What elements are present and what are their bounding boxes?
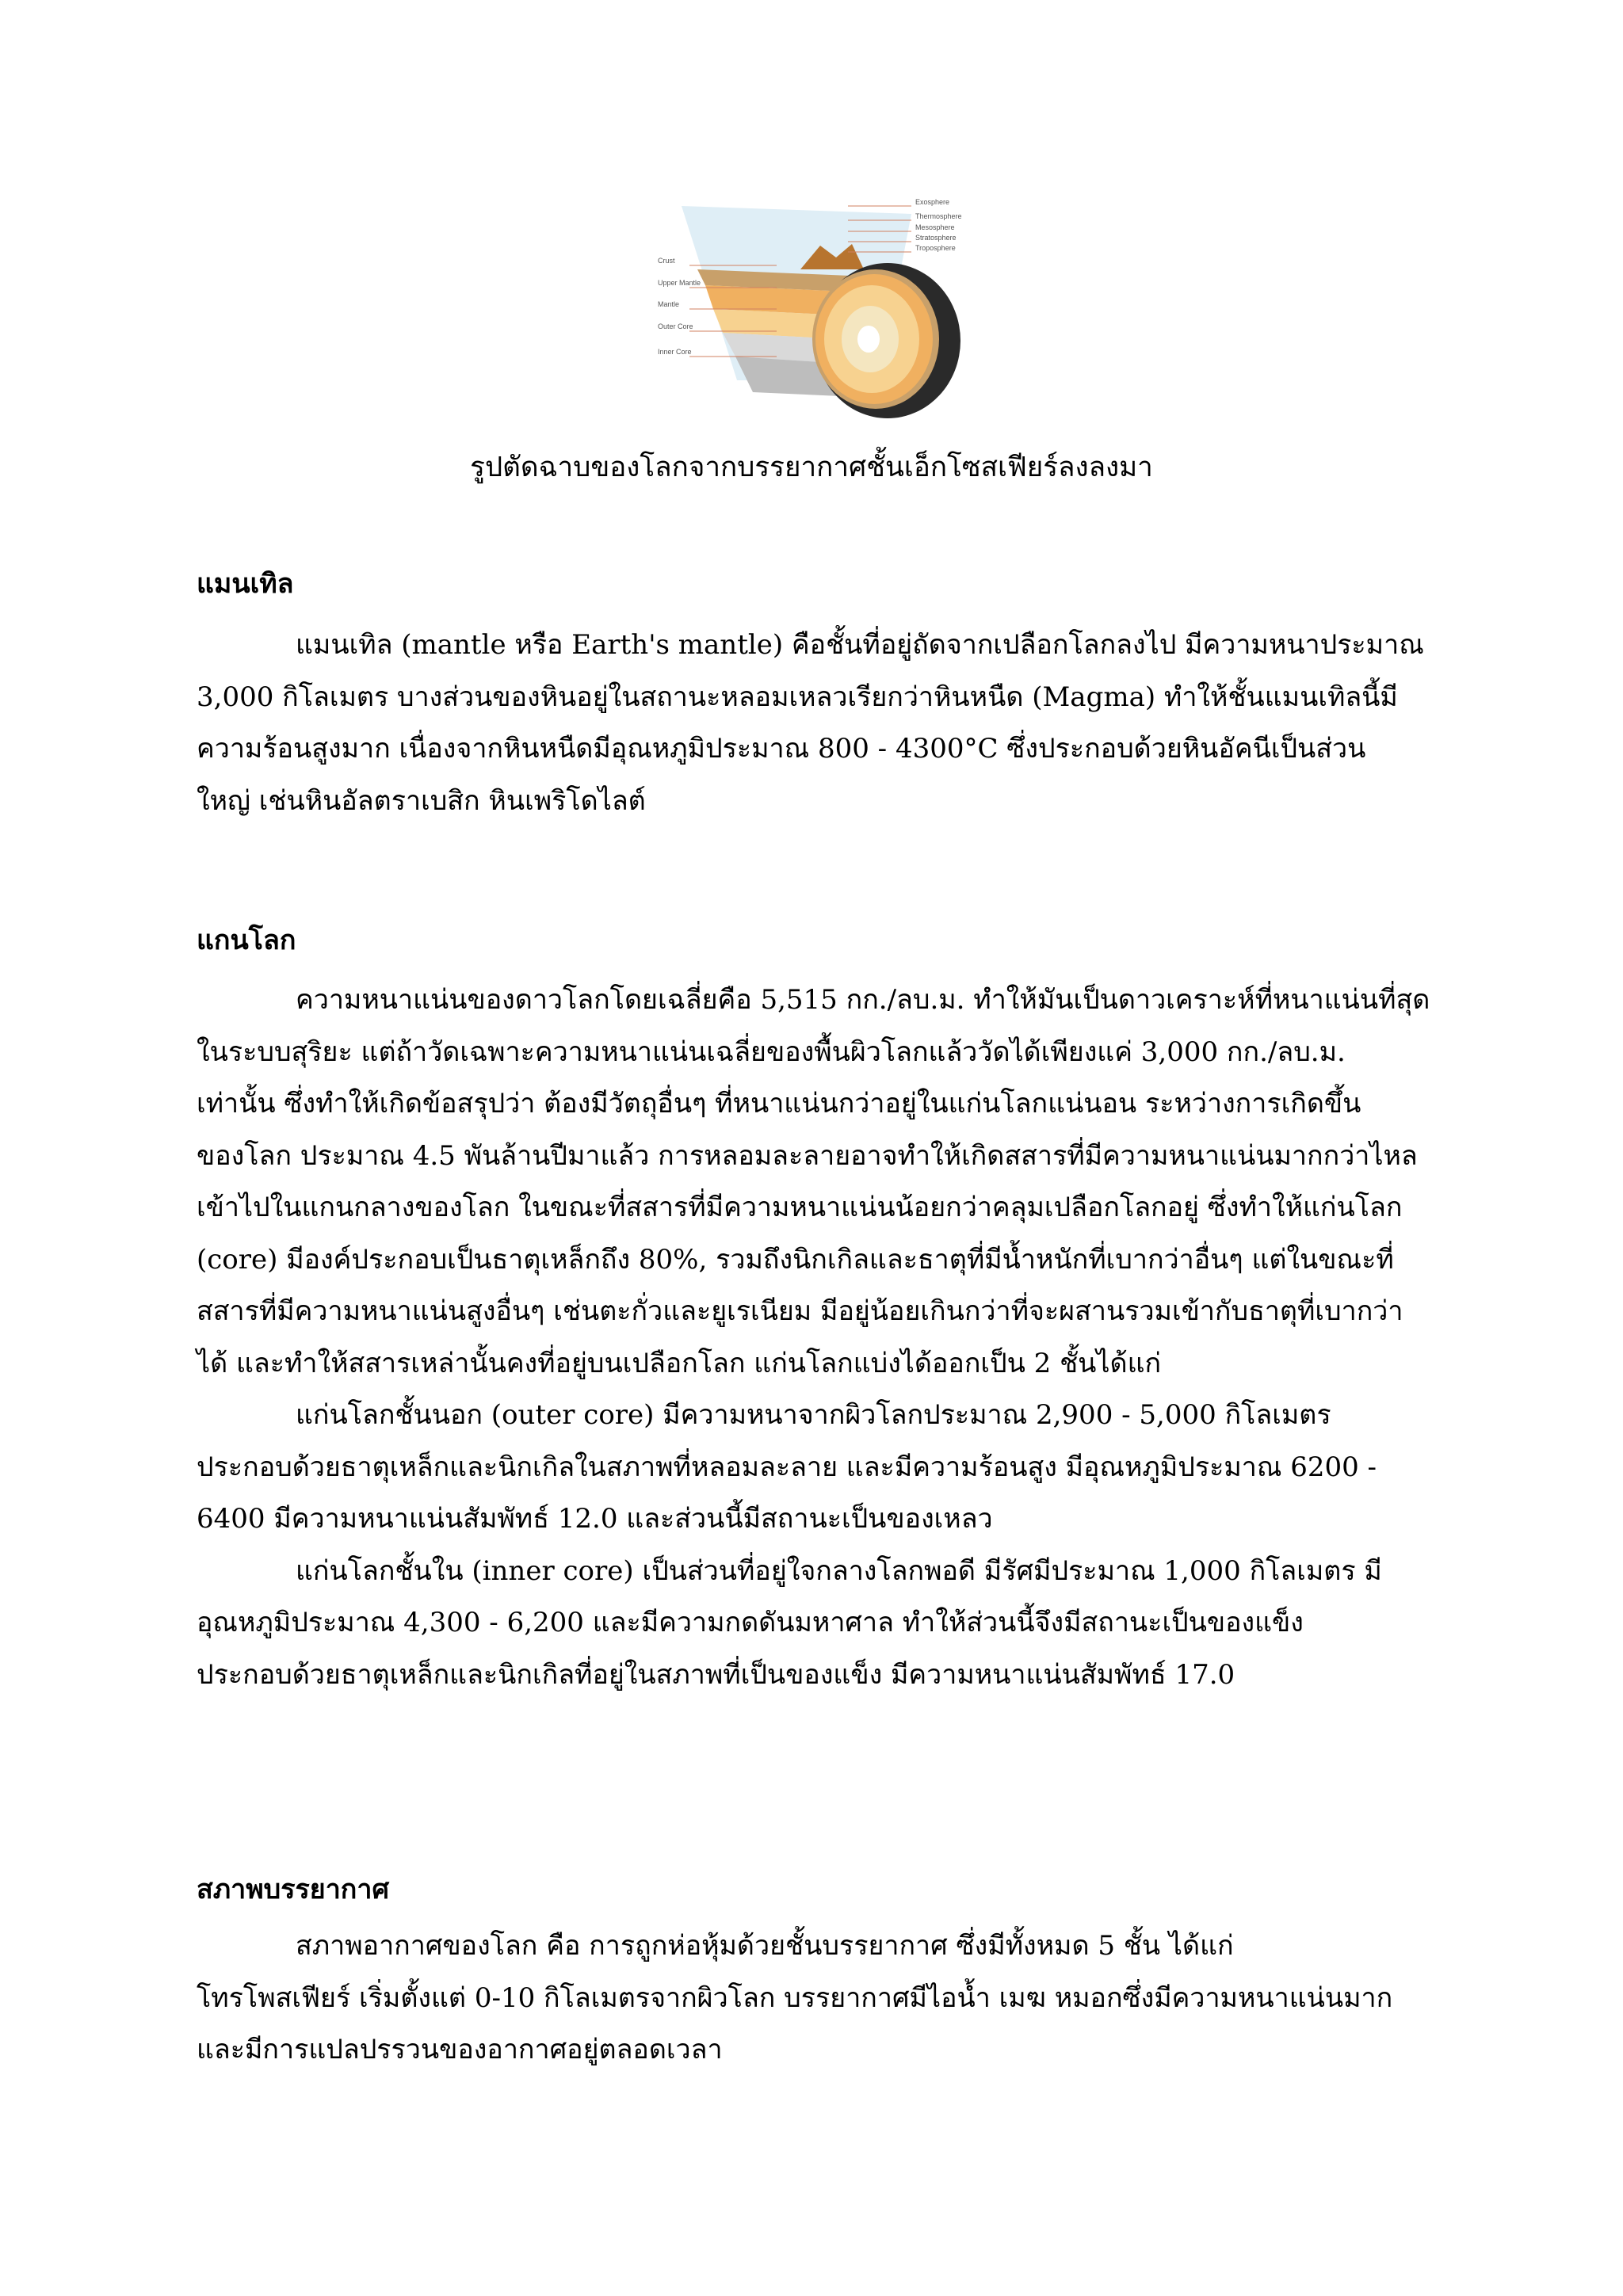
figure-caption: รูปตัดฉาบของโลกจากบรรยากาศชั้นเอ็กโซสเฟียร์ลงลงมา: [470, 452, 1153, 483]
paragraph: [197, 1390, 1433, 1546]
text-line: สสารที่มีความหนาแน่นสูงอื่นๆ เช่นตะกั่วและยูเรเนียม มีอยู่น้อยเกินกว่าที่จะผสานรวมเข้ากับธาตุที่เบากว่า: [197, 1295, 1403, 1327]
text-line: ได้ และทำให้สสารเหล่านั้นคงที่อยู่บนเปลือกโลก แก่นโลกแบ่งได้ออกเป็น 2 ชั้นได้แก่: [197, 1347, 1162, 1379]
section-heading: แมนเทิล: [197, 568, 294, 600]
earth-cross-section-figure: [650, 190, 983, 420]
figure-label-left-1: Upper Mantle: [658, 279, 701, 287]
text-line: (core) มีองค์ประกอบเป็นธาตุเหล็กถึง 80%, รวมถึงนิกเกิลและธาตุที่มีน้ำหนักที่เบากว่าอื่นๆ แต่ในขณะที่: [197, 1243, 1394, 1276]
paragraph: [197, 1920, 1433, 2077]
text-line: เท่านั้น ซึ่งทำให้เกิดข้อสรุปว่า ต้องมีวัตถุอื่นๆ ที่หนาแน่นกว่าอยู่ในแก่นโลกแน่นอน ระหว่างการเกิดขึ้น: [197, 1088, 1361, 1119]
text-line: ของโลก ประมาณ 4.5 พันล้านปีมาแล้ว การหลอมละลายอาจทำให้เกิดสสารที่มีความหนาแน่นมากกว่าไหล: [197, 1139, 1418, 1172]
text-line: แก่นโลกชั้นนอก (outer core) มีความหนาจากผิวโลกประมาณ 2,900 - 5,000 กิโลเมตร: [296, 1399, 1331, 1431]
text-line: สภาพอากาศของโลก คือ การถูกห่อหุ้มด้วยชั้นบรรยากาศ ซึ่งมีทั้งหมด 5 ชั้น ได้แก่: [296, 1930, 1234, 1962]
text-line: ประกอบด้วยธาตุเหล็กและนิกเกิลในสภาพที่หลอมละลาย และมีความร้อนสูง มีอุณหภูมิประมาณ 6200 -: [197, 1451, 1377, 1483]
figure-label-top-0: Exosphere: [915, 198, 950, 206]
section-heading: สภาพบรรยากาศ: [197, 1874, 390, 1905]
figure-label-left-0: Crust: [658, 257, 675, 265]
figure-label-left-3: Outer Core: [658, 322, 693, 330]
figure-label-left-4: Inner Core: [658, 348, 692, 356]
text-line: เข้าไปในแกนกลางของโลก ในขณะที่สสารที่มีความหนาแน่นน้อยกว่าคลุมเปลือกโลกอยู่ ซึ่งทำให้แก่นโลก: [197, 1192, 1403, 1223]
section-atmosphere: [197, 1870, 1433, 2077]
figure-label-top-4: Troposphere: [915, 244, 956, 252]
text-line: อุณหภูมิประมาณ 4,300 - 6,200 และมีความกดดันมหาศาล ทำให้ส่วนนี้จึงมีสถานะเป็นของแข็ง: [197, 1607, 1304, 1638]
section-mantle: [197, 564, 1433, 827]
text-line: 6400 มีความหนาแน่นสัมพัทธ์ 12.0 และส่วนนี้มีสถานะเป็นของเหลว: [197, 1503, 993, 1535]
figure-label-top-3: Stratosphere: [915, 234, 957, 242]
text-line: ความร้อนสูงมาก เนื่องจากหินหนืดมีอุณหภูมิประมาณ 800 - 4300°C ซึ่งประกอบด้วยหินอัคนีเป็นส่วน: [197, 733, 1366, 765]
text-line: แก่นโลกชั้นใน (inner core) เป็นส่วนที่อยู่ใจกลางโลกพอดี มีรัศมีประมาณ 1,000 กิโลเมตร มี: [296, 1554, 1382, 1587]
text-line: ประกอบด้วยธาตุเหล็กและนิกเกิลที่อยู่ในสภาพที่เป็นของแข็ง มีความหนาแน่นสัมพัทธ์ 17.0: [197, 1658, 1235, 1691]
text-line: ใหญ่ เช่นหินอัลตราเบสิก หินเพริโดไลต์: [197, 784, 646, 817]
figure-label-left-2: Mantle: [658, 300, 680, 308]
text-line: 3,000 กิโลเมตร บางส่วนของหินอยู่ในสถานะหลอมเหลวเรียกว่าหินหนืด (Magma) ทำให้ชั้นแมนเทิลนี้มี: [197, 681, 1398, 713]
figure-label-top-1: Thermosphere: [915, 212, 962, 220]
text-line: และมีการแปลปรรวนของอากาศอยู่ตลอดเวลา: [197, 2034, 723, 2065]
paragraph: [197, 620, 1433, 827]
section-core: [197, 921, 1433, 1701]
text-line: โทรโพสเฟียร์ เริ่มตั้งแต่ 0-10 กิโลเมตรจากผิวโลก บรรยากาศมีไอน้ำ เมฆ หมอกซึ่งมีความหนาแน่นมาก: [197, 1981, 1393, 2014]
text-line: ความหนาแน่นของดาวโลกโดยเฉลี่ยคือ 5,515 กก./ลบ.ม. ทำให้มันเป็นดาวเคราะห์ที่หนาแน่นที่สุด: [296, 984, 1430, 1016]
text-line: ในระบบสุริยะ แต่ถ้าวัดเฉพาะความหนาแน่นเฉลี่ยของพื้นผิวโลกแล้ววัดได้เพียงแค่ 3,000 กก./ลบ.ม.: [197, 1035, 1346, 1068]
paragraph: [197, 974, 1433, 1390]
section-heading: แกนโลก: [197, 925, 296, 956]
figure-label-top-2: Mesosphere: [915, 223, 955, 231]
text-line: แมนเทิล (mantle หรือ Earth's mantle) คือชั้นที่อยู่ถัดจากเปลือกโลกลงไป มีความหนาประมาณ: [296, 629, 1424, 661]
paragraph: [197, 1546, 1433, 1702]
